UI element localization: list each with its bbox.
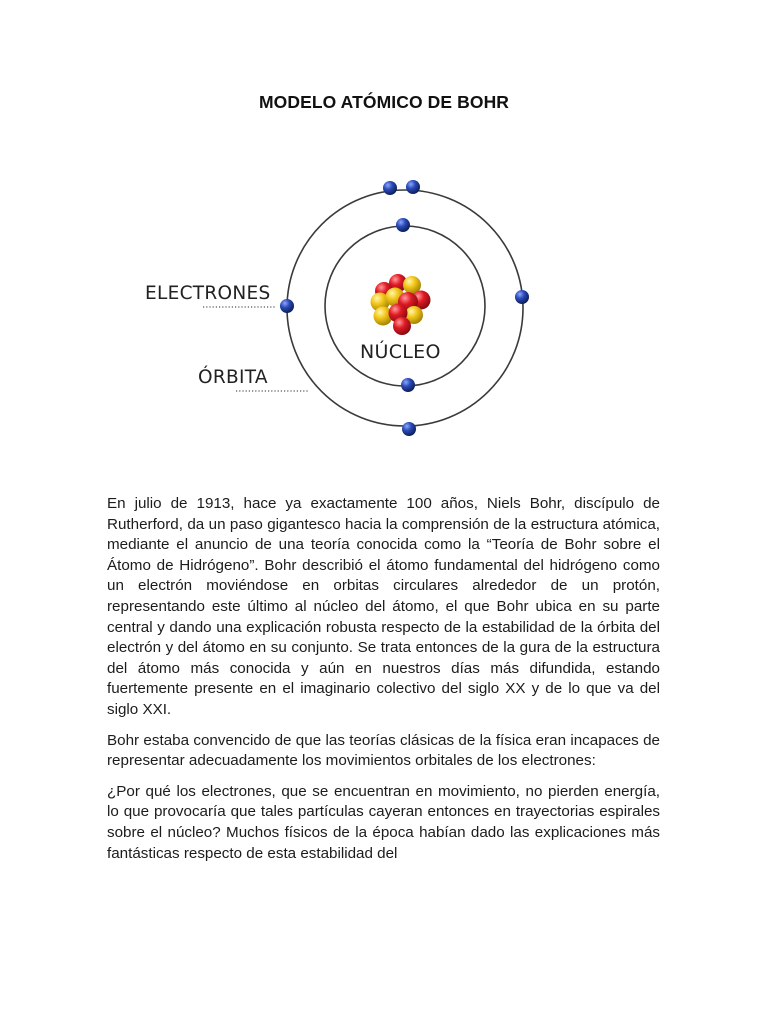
nucleus-cluster [371,274,431,335]
paragraph: ¿Por qué los electrones, que se encuentran en movimiento, no pierden energía, lo que provocaría que tales partículas cayeran entonces en trayectorias espirales sobre el núcleo? Muchos físicos de la época habían dado las explicaciones más fantásticas respecto de esta estabilidad del [107,782,660,862]
label-electrons: ELECTRONES [145,283,271,304]
bohr-atom-diagram [0,0,768,470]
electron-icon [280,299,294,313]
electron-icon [396,218,410,232]
electron-icon [401,378,415,392]
body-text [107,494,660,874]
page-title: MODELO ATÓMICO DE BOHR [258,92,510,112]
label-nucleus: NÚCLEO [360,341,441,363]
paragraph: Bohr estaba convencido de que las teorías clásicas de la física eran incapaces de representar adecuadamente los movimientos orbitales de los electrones: [107,731,660,770]
electron-icon [406,180,420,194]
electron-icon [383,181,397,195]
electron-icon [515,290,529,304]
label-orbit: ÓRBITA [198,367,268,388]
electron-icon [402,422,416,436]
paragraph: En julio de 1913, hace ya exactamente 100 años, Niels Bohr, discípulo de Rutherford, da un paso gigantesco hacia la comprensión de la estructura atómica, mediante el anuncio de una teoría conocida como la “Teoría de Bohr sobre el Átomo de Hidrógeno”. Bohr describió el átomo fundamental del hidrógeno como un electrón moviéndose en orbitas circulares alrededor de un protón, representando este último al núcleo del átomo, el que Bohr ubica en su parte central y dando una explicación robusta respecto de la estabilidad de la órbita del electrón y del átomo en su conjunto. Se trata entonces de la gura de la estructura del átomo más conocida y aún en nuestros días más difundida, estando fuertemente presente en el imaginario colectivo del siglo XX y de lo que va del siglo XXI. [107,495,660,718]
